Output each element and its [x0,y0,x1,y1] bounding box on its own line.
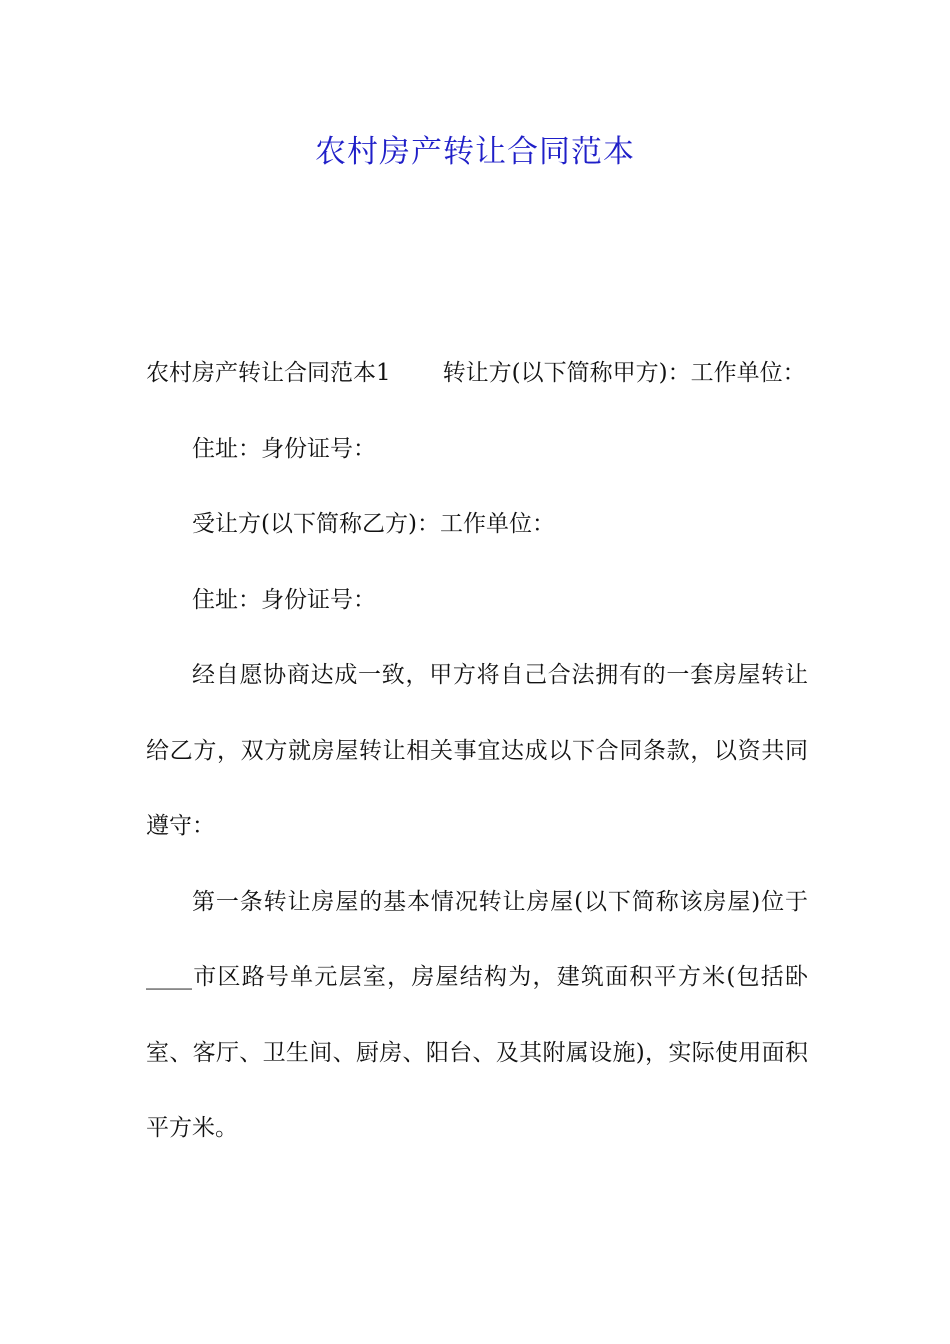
transferor-line: 转让方(以下简称甲方)：工作单位： [442,360,806,386]
paragraph-transferee: 受让方(以下简称乙方)：工作单位： [192,511,555,537]
paragraph-article-1: 第一条转让房屋的基本情况转让房屋(以下简称该房屋)位于____市区路号单元层室，房屋结构为，建筑面积平方米(包括卧室、客厅、卫生间、厨房、阳台、及其附属设施)，实际使用面积平方米。 [146,888,808,1141]
section-title: 农村房产转让合同范本1 [146,360,391,386]
document-body [146,336,808,1167]
paragraph-agreement: 经自愿协商达成一致，甲方将自己合法拥有的一套房屋转让给乙方，双方就房屋转让相关事宜达成以下合同条款，以资共同遵守： [146,662,808,839]
document-title: 农村房产转让合同范本 [315,134,635,170]
paragraph-transferor-address: 住址：身份证号： [192,435,376,462]
first-paragraph [146,336,808,412]
paragraph-transferee-address: 住址：身份证号： [192,586,376,613]
